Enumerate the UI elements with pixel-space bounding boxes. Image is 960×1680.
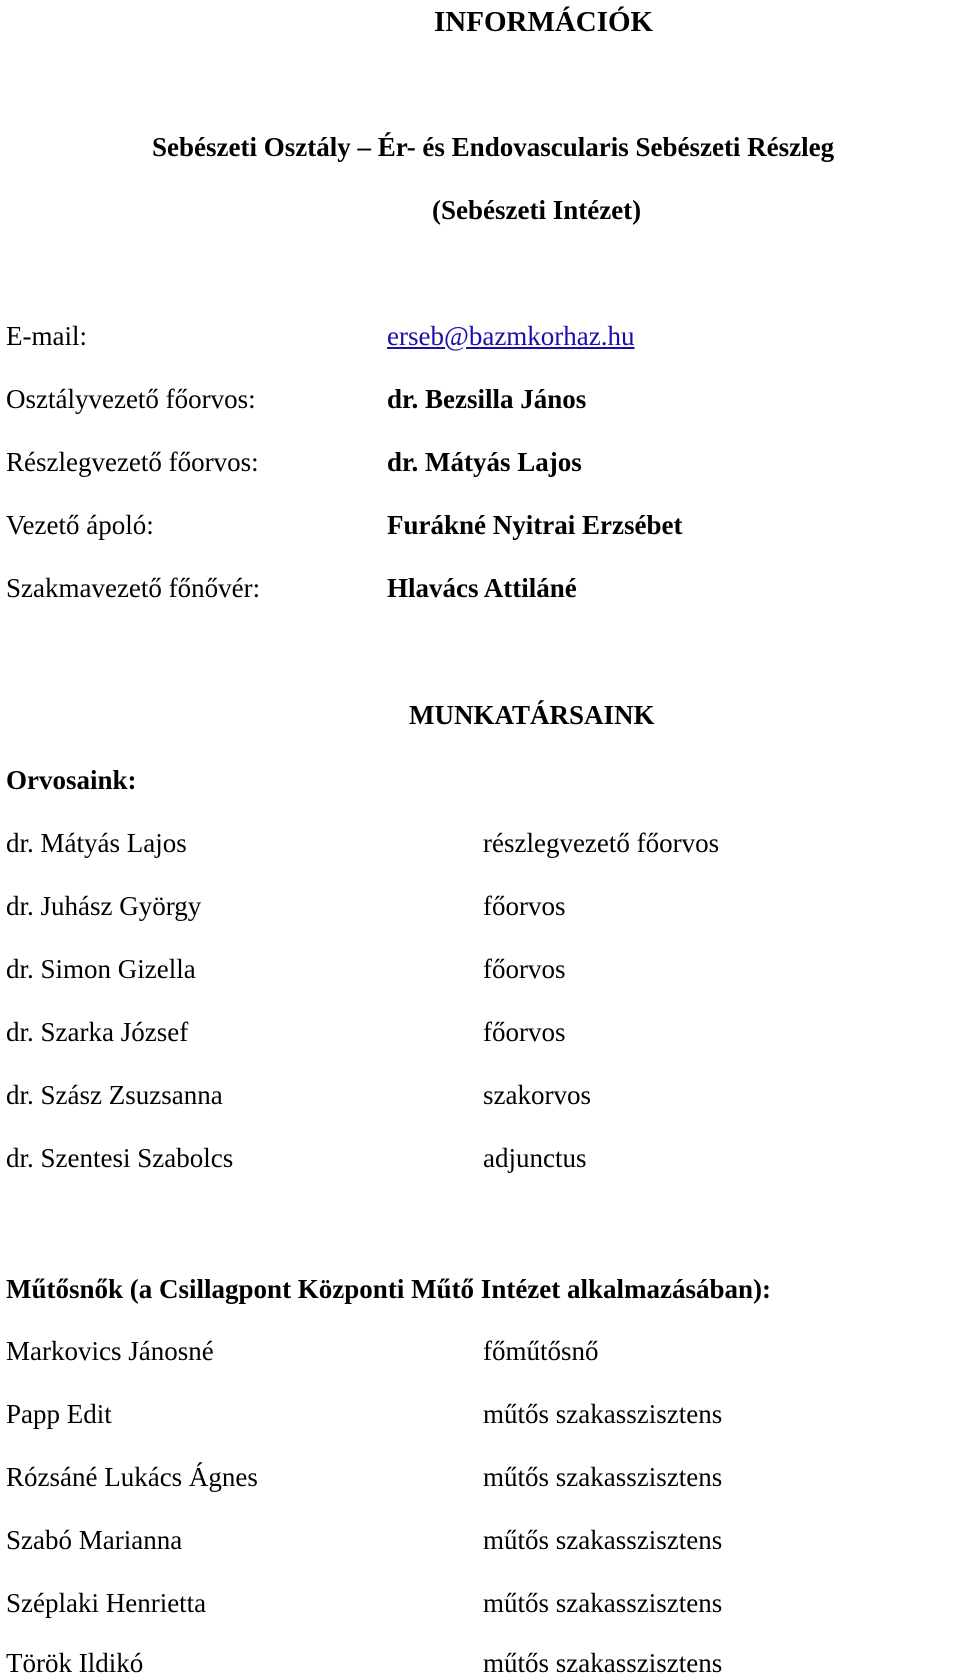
- doctor-name: dr. Szentesi Szabolcs: [6, 1143, 234, 1173]
- professional-head-nurse-value: Hlavács Attiláné: [387, 573, 577, 603]
- professional-head-nurse-label: Szakmavezető főnővér:: [6, 573, 261, 603]
- department-head-label: Osztályvezető főorvos:: [6, 384, 256, 414]
- email-label: E-mail:: [6, 321, 87, 351]
- institute-name: (Sebészeti Intézet): [432, 195, 642, 225]
- nurse-role: műtős szakasszisztens: [483, 1462, 723, 1492]
- department-name: Sebészeti Osztály – Ér- és Endovascularis Sebészeti Részleg: [152, 132, 835, 162]
- doctors-heading: Orvosaink:: [6, 765, 137, 795]
- nurse-role: főműtősnő: [483, 1336, 599, 1366]
- doctor-name: dr. Simon Gizella: [6, 954, 196, 984]
- doctor-name: dr. Szarka József: [6, 1017, 189, 1047]
- doctor-name: dr. Szász Zsuzsanna: [6, 1080, 223, 1110]
- head-nurse-value: Furákné Nyitrai Erzsébet: [387, 510, 683, 540]
- page-title: INFORMÁCIÓK: [434, 6, 654, 38]
- nurse-name: Papp Edit: [6, 1399, 112, 1429]
- doctor-role: főorvos: [483, 954, 566, 984]
- nurse-name: Rózsáné Lukács Ágnes: [6, 1462, 258, 1492]
- email-link[interactable]: erseb@bazmkorhaz.hu: [387, 321, 635, 351]
- nurse-role: műtős szakasszisztens: [483, 1648, 723, 1678]
- nurse-name: Széplaki Henrietta: [6, 1588, 207, 1618]
- nurse-role: műtős szakasszisztens: [483, 1399, 723, 1429]
- nurse-role: műtős szakasszisztens: [483, 1588, 723, 1618]
- staff-heading: MUNKATÁRSAINK: [409, 700, 655, 730]
- doctor-name: dr. Juhász György: [6, 891, 202, 921]
- doctor-role: főorvos: [483, 1017, 566, 1047]
- doctor-role: főorvos: [483, 891, 566, 921]
- department-head-value: dr. Bezsilla János: [387, 384, 587, 414]
- unit-head-value: dr. Mátyás Lajos: [387, 447, 582, 477]
- unit-head-label: Részlegvezető főorvos:: [6, 447, 259, 477]
- head-nurse-label: Vezető ápoló:: [6, 510, 154, 540]
- doctor-role: részlegvezető főorvos: [483, 828, 720, 858]
- nurses-heading: Műtősnők (a Csillagpont Központi Műtő Intézet alkalmazásában):: [6, 1274, 772, 1304]
- nurse-name: Török Ildikó: [6, 1648, 144, 1678]
- doctor-role: adjunctus: [483, 1143, 587, 1173]
- doctor-role: szakorvos: [483, 1080, 591, 1110]
- doctor-name: dr. Mátyás Lajos: [6, 828, 187, 858]
- nurse-name: Szabó Marianna: [6, 1525, 183, 1555]
- nurse-name: Markovics Jánosné: [6, 1336, 214, 1366]
- nurse-role: műtős szakasszisztens: [483, 1525, 723, 1555]
